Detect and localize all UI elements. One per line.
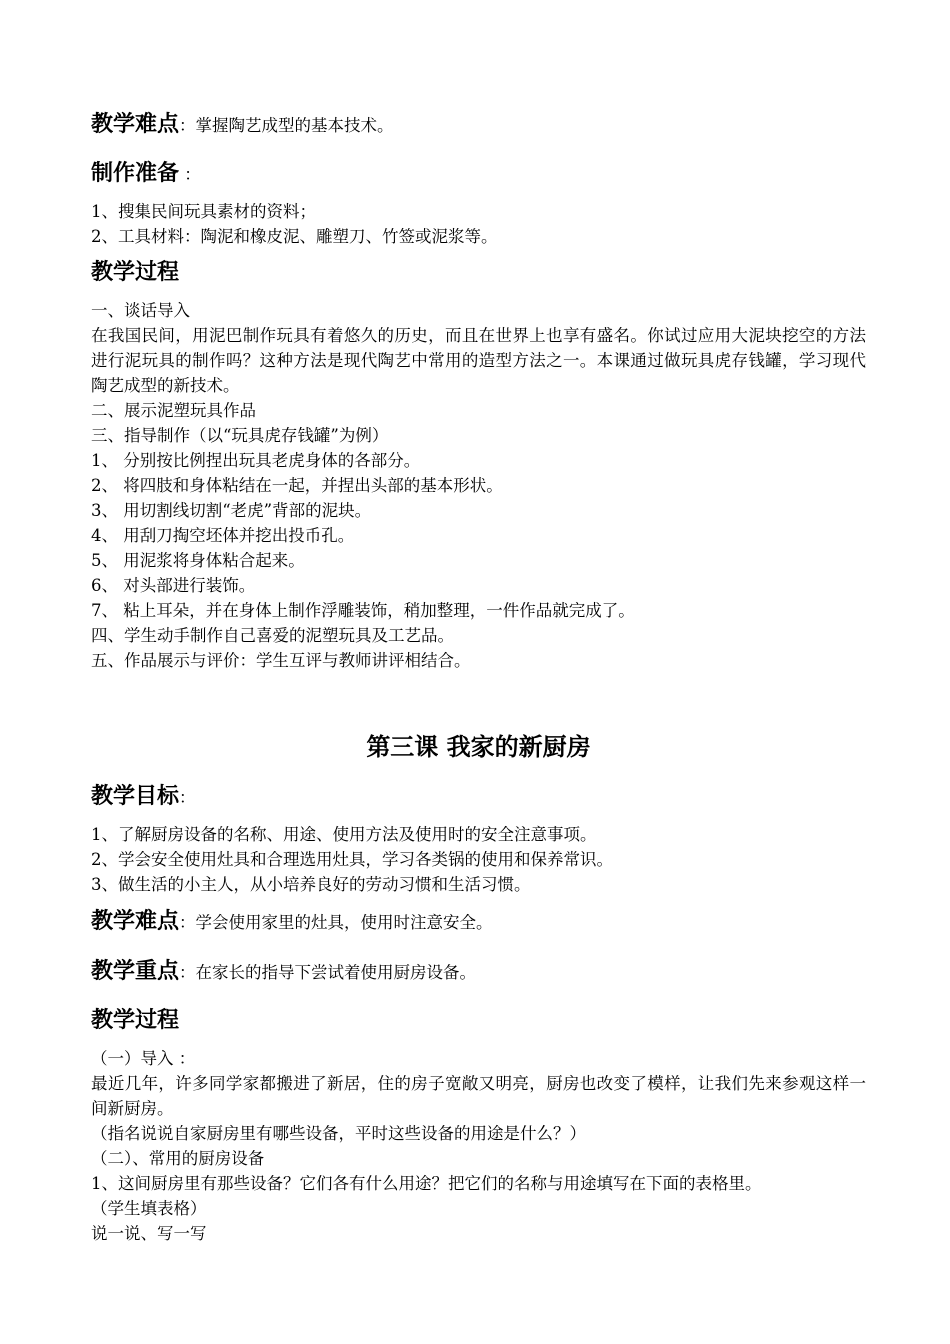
intro-paragraph: 在我国民间，用泥巴制作玩具有着悠久的历史，而且在世界上也享有盛名。你试过应用大泥块挖空的方法进行泥玩具的制作吗？这种方法是现代陶艺中常用的造型方法之一。本课通过做玩具虎存钱罐，学习现代陶艺成型的新技术。 <box>91 326 866 395</box>
process-heading: 教学过程 <box>91 260 180 285</box>
process-item: 四、学生动手制作自己喜爱的泥塑玩具及工艺品。 <box>91 626 454 645</box>
key-label: 教学重点 <box>91 959 180 984</box>
intro-paragraph-2: 最近几年，许多同学家都搬进了新居，住的房子宽敞又明亮，厨房也改变了模样，让我们先来参观这样一间新厨房。 <box>91 1074 866 1118</box>
difficulty-text-2: ：学会使用家里的灶具，使用时注意安全。 <box>179 913 493 932</box>
question-text: 1、这间厨房里有那些设备？它们各有什么用途？把它们的名称与用途填写在下面的表格里。 <box>91 1174 762 1193</box>
prep-item: 1、搜集民间玩具素材的资料； <box>91 202 316 221</box>
process-step: 1、 分别按比例捏出玩具老虎身体的各部分。 <box>91 451 421 470</box>
goals-heading <box>91 782 196 813</box>
difficulty-label: 教学难点 <box>91 112 180 137</box>
difficulty-heading-2 <box>91 907 493 938</box>
prep-label: 制作准备 <box>91 161 180 186</box>
process-step: 2、 将四肢和身体粘结在一起，并捏出头部的基本形状。 <box>91 476 503 495</box>
key-heading <box>91 957 476 988</box>
intro-title-2: （一）导入 ： <box>91 1049 196 1068</box>
difficulty-label-2: 教学难点 <box>91 909 180 934</box>
goals-colon: ： <box>179 788 196 807</box>
intro-note: （指名说说自家厨房里有哪些设备，平时这些设备的用途是什么？） <box>91 1124 586 1143</box>
difficulty-text: ：掌握陶艺成型的基本技术。 <box>179 116 394 135</box>
intro-title: 一、谈话导入 <box>91 301 190 320</box>
process-item: 五、作品展示与评价：学生互评与教师讲评相结合。 <box>91 651 471 670</box>
equipment-title: （二）、常用的厨房设备 <box>91 1149 265 1168</box>
activity-text: 说一说、写一写 <box>91 1224 207 1243</box>
process-step: 7、 粘上耳朵，并在身体上制作浮雕装饰，稍加整理，一件作品就完成了。 <box>91 601 635 620</box>
key-text: ：在家长的指导下尝试着使用厨房设备。 <box>179 963 477 982</box>
goal-item: 1、了解厨房设备的名称、用途、使用方法及使用时的安全注意事项。 <box>91 825 597 844</box>
difficulty-heading <box>91 110 394 141</box>
question-note: （学生填表格） <box>91 1199 207 1218</box>
goal-item: 2、学会安全使用灶具和合理选用灶具，学习各类锅的使用和保养常识。 <box>91 850 613 869</box>
prep-heading <box>91 159 201 190</box>
goal-item: 3、做生活的小主人，从小培养良好的劳动习惯和生活习惯。 <box>91 875 531 894</box>
process-item: 二、展示泥塑玩具作品 <box>91 401 256 420</box>
process-step: 5、 用泥浆将身体粘合起来。 <box>91 551 305 570</box>
prep-colon: ： <box>179 165 201 184</box>
prep-item: 2、工具材料：陶泥和橡皮泥、雕塑刀、竹签或泥浆等。 <box>91 227 498 246</box>
goals-label: 教学目标 <box>91 784 180 809</box>
process-heading-2: 教学过程 <box>91 1008 180 1033</box>
lesson-title: 第三课 我家的新厨房 <box>366 733 591 761</box>
process-step: 6、 对头部进行装饰。 <box>91 576 256 595</box>
process-step: 4、 用刮刀掏空坯体并挖出投币孔。 <box>91 526 355 545</box>
process-item: 三、指导制作（以“玩具虎存钱罐”为例） <box>91 426 389 445</box>
process-step: 3、 用切割线切割“老虎”背部的泥块。 <box>91 501 372 520</box>
